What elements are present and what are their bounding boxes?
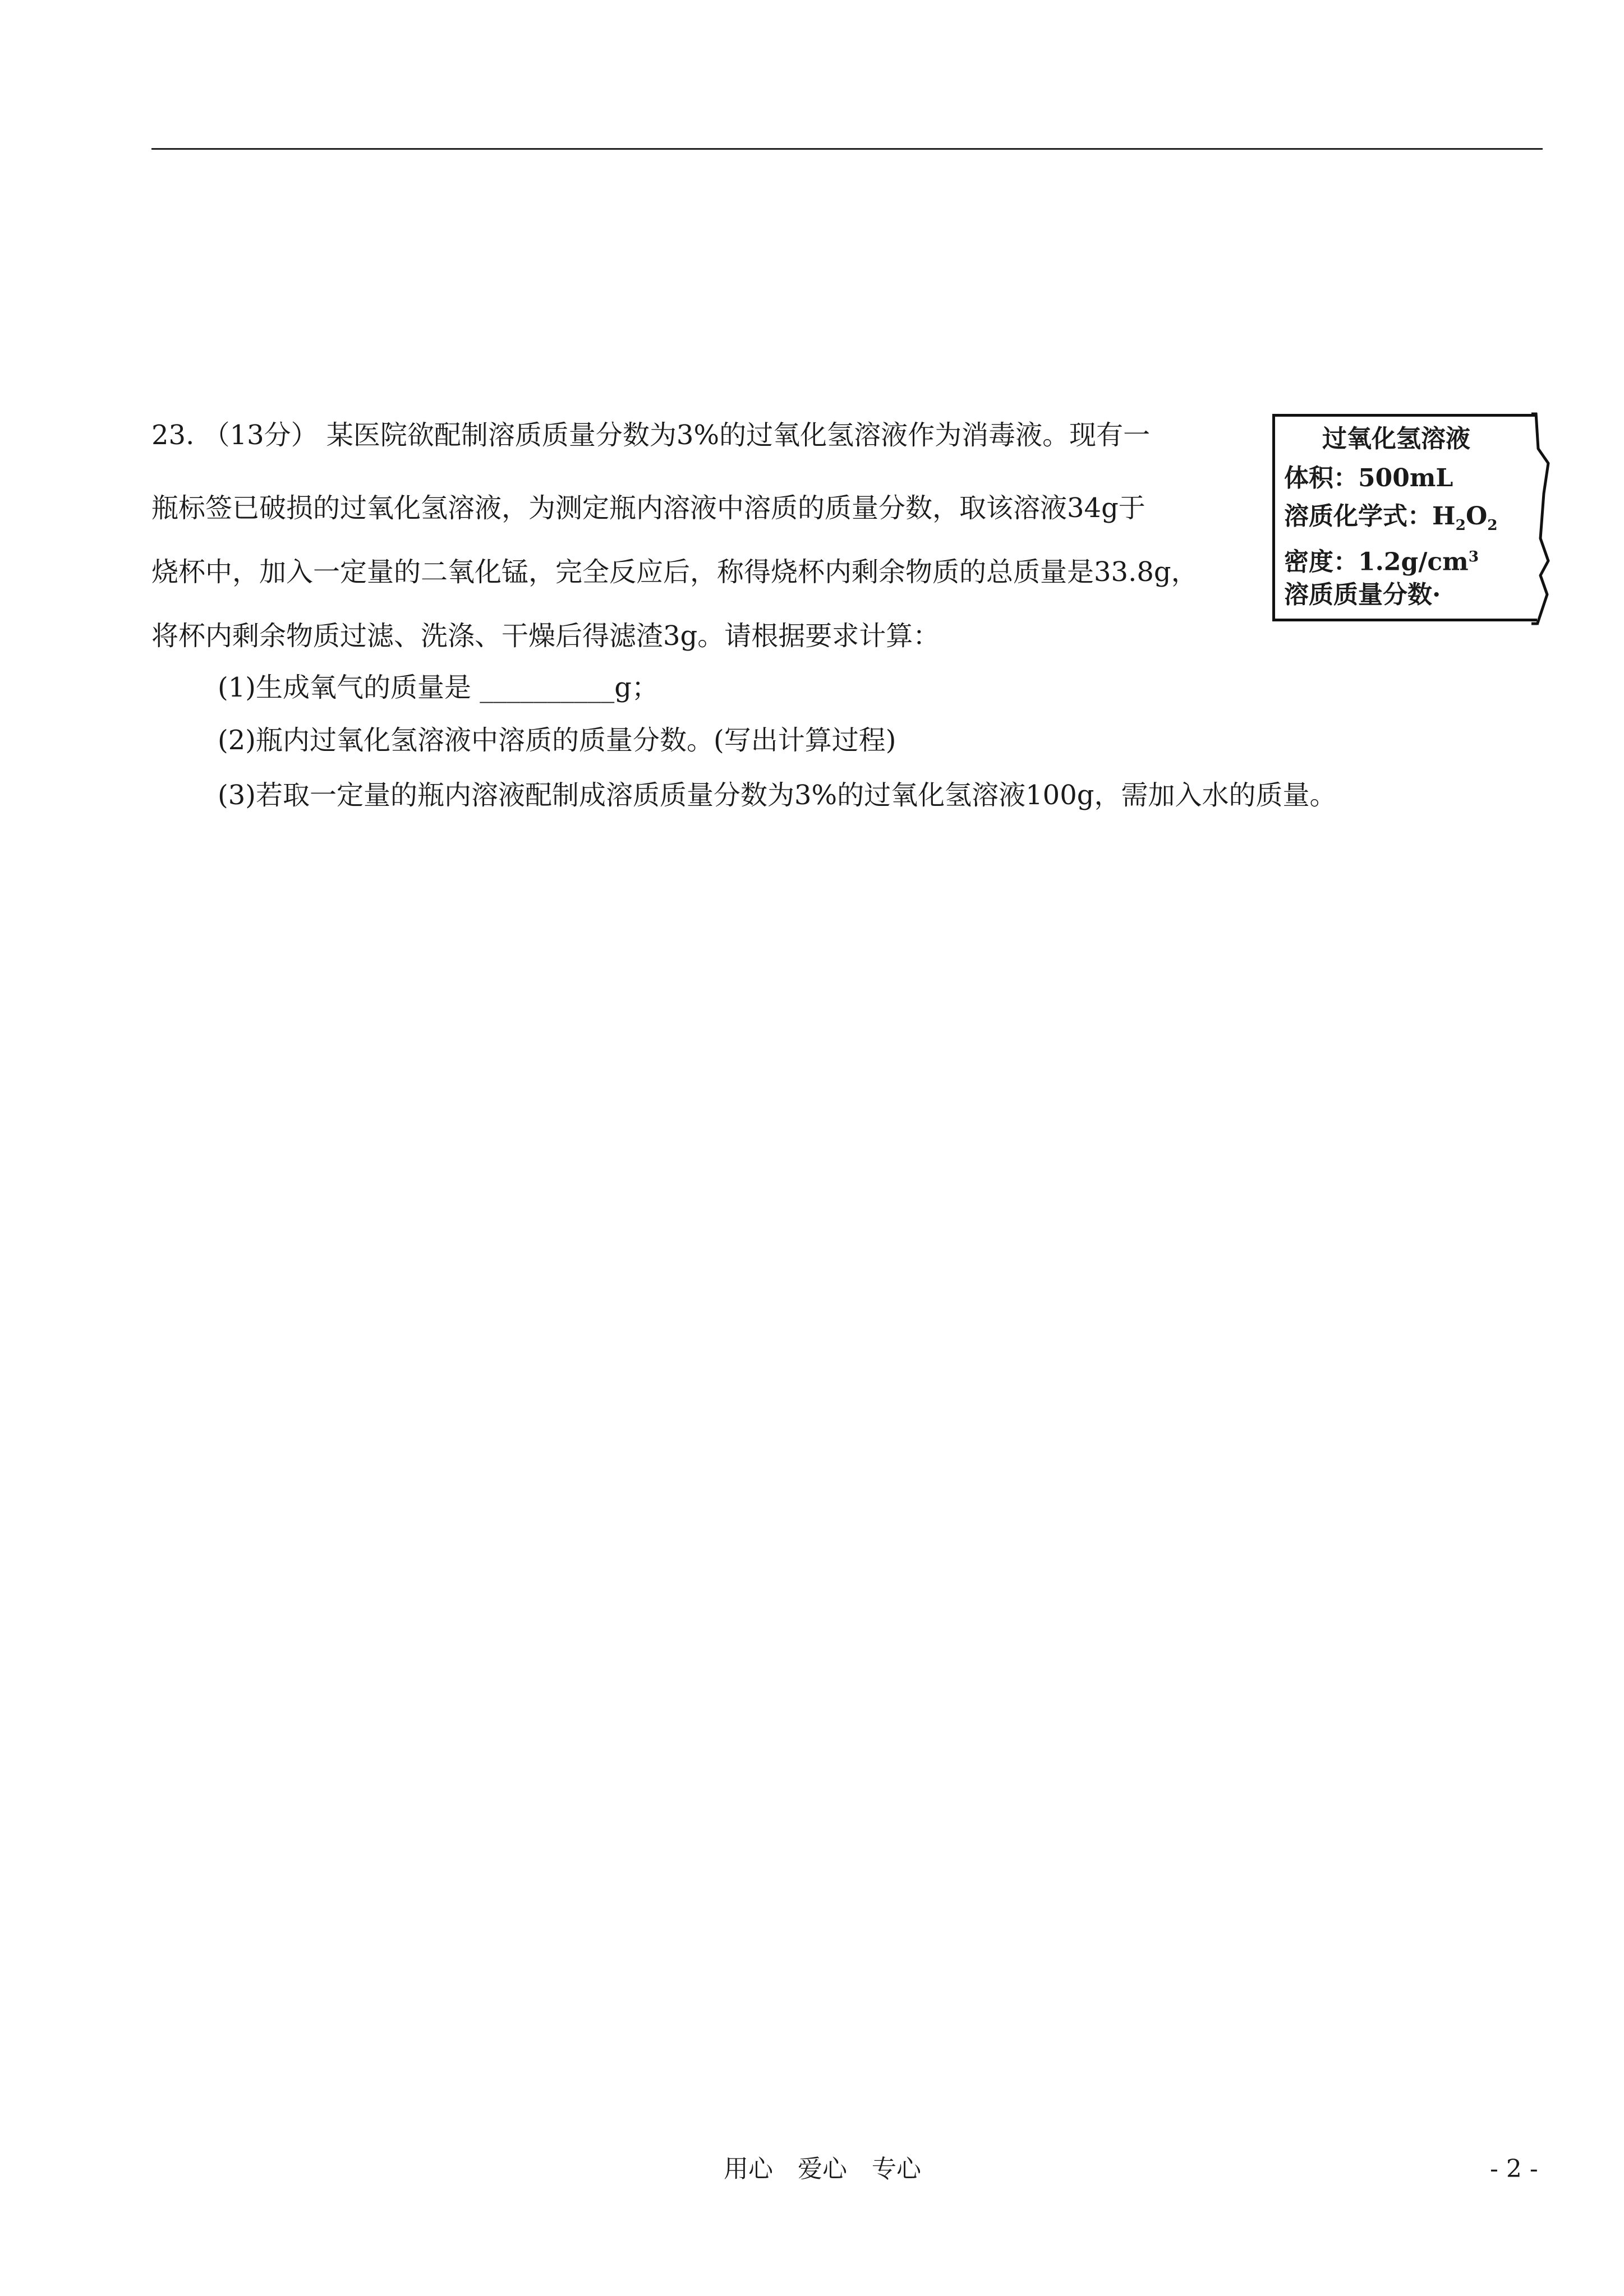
header-rule bbox=[151, 148, 1543, 150]
label-title: 过氧化氢溶液 bbox=[1322, 425, 1470, 453]
question-line-1: 23. （13分） 某医院欲配制溶质质量分数为3%的过氧化氢溶液作为消毒液。现有一 bbox=[151, 419, 1151, 451]
sub-question-1: (1)生成氧气的质量是 __________g； bbox=[218, 672, 659, 703]
reagent-label bbox=[1272, 414, 1537, 621]
label-density-text: 密度：1.2g/cm bbox=[1284, 547, 1469, 577]
label-density bbox=[1284, 541, 1479, 578]
formula-sub-2: 2 bbox=[1487, 516, 1498, 534]
formula-o: O bbox=[1465, 502, 1488, 531]
question-line-4: 将杯内剩余物质过滤、洗涤、干燥后得滤渣3g。请根据要求计算： bbox=[151, 620, 940, 652]
question-line-3: 烧杯中，加入一定量的二氧化锰，完全反应后，称得烧杯内剩余物质的总质量是33.8g， bbox=[151, 556, 1198, 588]
density-sup: 3 bbox=[1468, 548, 1479, 565]
sub-question-2: (2)瓶内过氧化氢溶液中溶质的质量分数。(写出计算过程) bbox=[218, 725, 896, 756]
formula-h: H bbox=[1432, 502, 1456, 531]
label-formula-prefix: 溶质化学式： bbox=[1284, 502, 1432, 531]
label-fraction: 溶质质量分数· bbox=[1284, 580, 1441, 609]
page-number: - 2 - bbox=[1490, 2155, 1538, 2183]
formula-sub-1: 2 bbox=[1455, 516, 1466, 534]
label-torn-edge bbox=[1531, 409, 1554, 628]
question-line-2: 瓶标签已破损的过氧化氢溶液，为测定瓶内溶液中溶质的质量分数，取该溶液34g于 bbox=[151, 492, 1145, 524]
sub-question-3: (3)若取一定量的瓶内溶液配制成溶质质量分数为3%的过氧化氢溶液100g，需加入水的质量。 bbox=[218, 780, 1337, 811]
label-formula bbox=[1284, 501, 1498, 541]
footer-motto: 用心 爱心 专心 bbox=[724, 2155, 921, 2183]
label-volume: 体积：500mL bbox=[1284, 464, 1453, 492]
